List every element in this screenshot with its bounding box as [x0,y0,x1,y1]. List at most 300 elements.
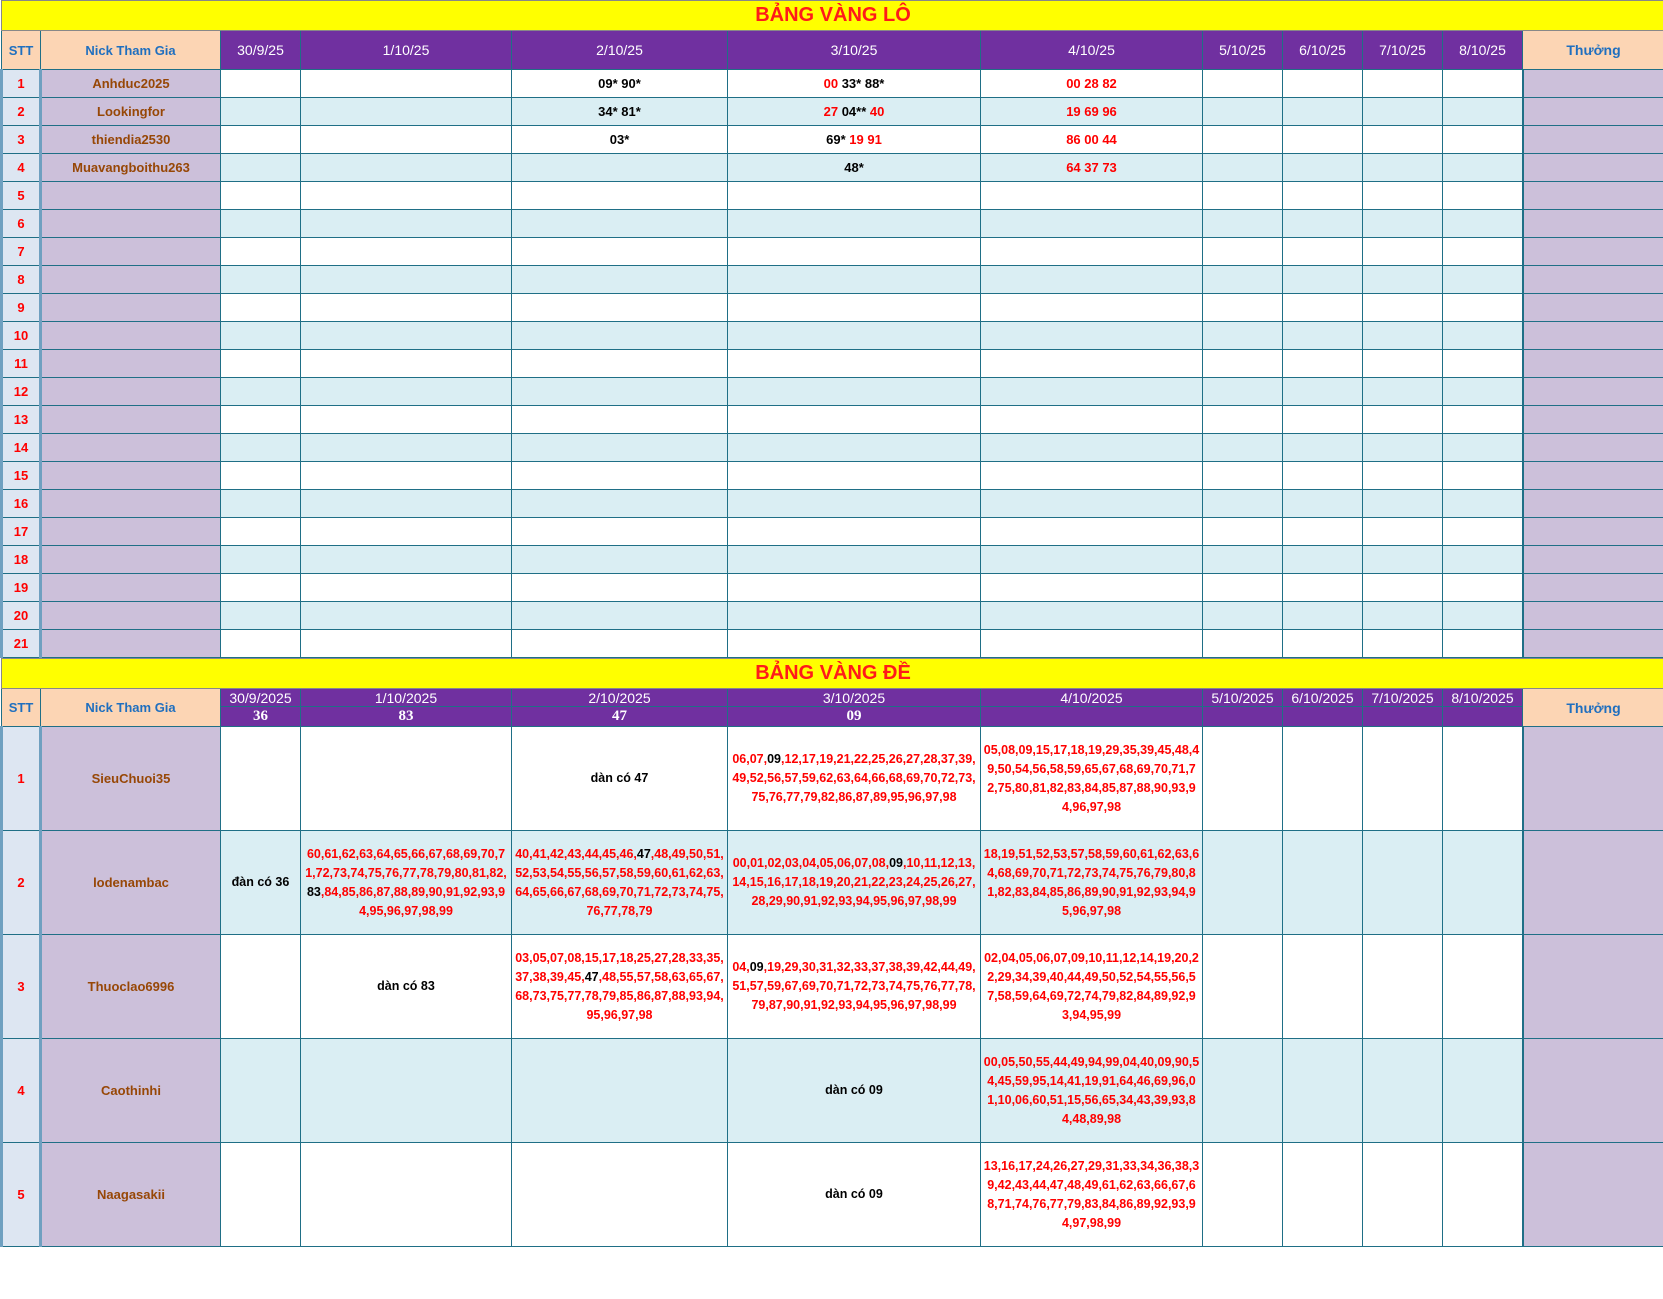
lo-day-cell[interactable] [1283,70,1363,98]
lo-day-cell[interactable] [1443,294,1523,322]
lo-day-cell[interactable] [1363,406,1443,434]
lo-day-cell[interactable] [981,602,1203,630]
de-day-cell[interactable] [1203,831,1283,935]
lo-row-nick[interactable] [41,294,221,322]
lo-row-prize[interactable] [1523,294,1663,322]
de-day-cell[interactable] [301,935,512,1039]
lo-row-stt: 15 [2,462,41,490]
lo-day-cell[interactable] [1203,126,1283,154]
lo-day-cell[interactable] [1203,322,1283,350]
de-day-cell[interactable] [1443,935,1523,1039]
lo-day-cell[interactable] [1443,210,1523,238]
lo-day-cell[interactable] [512,518,728,546]
lo-day-cell[interactable] [221,378,301,406]
lo-row-stt: 1 [2,70,41,98]
lo-row-prize[interactable] [1523,630,1663,658]
de-day-cell[interactable] [1283,727,1363,831]
lo-row-prize[interactable] [1523,378,1663,406]
de-day-cell[interactable] [301,1039,512,1143]
lo-day-cell[interactable] [981,406,1203,434]
de-day-cell[interactable] [1203,1143,1283,1247]
lo-day-cell[interactable] [1363,98,1443,126]
lo-row-prize[interactable] [1523,126,1663,154]
de-day-cell[interactable] [1363,935,1443,1039]
lo-row-prize[interactable] [1523,406,1663,434]
lo-day-cell[interactable] [728,126,981,154]
de-header-prize: Thưởng [1523,689,1663,727]
lo-day-cell[interactable] [981,70,1203,98]
lo-day-cell[interactable] [1283,574,1363,602]
lo-day-cell[interactable] [1283,406,1363,434]
lo-day-cell[interactable] [1203,182,1283,210]
lo-day-cell[interactable] [301,378,512,406]
lo-day-cell[interactable] [301,518,512,546]
lo-row-prize[interactable] [1523,322,1663,350]
lo-day-cell[interactable] [1283,602,1363,630]
lo-row-prize[interactable] [1523,238,1663,266]
de-row-prize[interactable] [1523,1143,1663,1247]
lo-day-cell[interactable] [1363,70,1443,98]
lo-day-cell[interactable] [221,238,301,266]
lo-day-cell[interactable] [1363,434,1443,462]
lo-day-cell[interactable] [301,490,512,518]
lo-day-cell[interactable] [1443,406,1523,434]
number-segment: 18,19,51,52,53,57,58,59,60,61,62,63,64,68,69,70,71,72,73,74,75,76,79,80,81,82,83,84,85,86,89,90,91,92,93,94,95,96,97,98 [983,846,1200,918]
lo-day-cell[interactable] [1203,70,1283,98]
lo-day-cell[interactable] [1203,462,1283,490]
lo-day-cell[interactable] [1283,434,1363,462]
de-day-cell[interactable] [728,1039,981,1143]
lo-row-nick[interactable] [41,378,221,406]
lo-day-cell[interactable] [301,98,512,126]
de-title: BẢNG VÀNG ĐỀ [2,659,1663,689]
lo-day-cell[interactable] [1363,154,1443,182]
lo-day-cell[interactable] [512,98,728,126]
lo-day-cell[interactable] [728,462,981,490]
lo-day-cell[interactable] [981,238,1203,266]
lo-day-cell[interactable] [728,70,981,98]
lo-day-cell[interactable] [981,210,1203,238]
de-day-cell[interactable] [1443,831,1523,935]
lo-day-cell[interactable] [512,154,728,182]
lo-day-cell[interactable] [1443,546,1523,574]
lo-day-cell[interactable] [1283,126,1363,154]
lo-day-cell[interactable] [728,406,981,434]
lo-row-prize[interactable] [1523,546,1663,574]
lo-day-cell[interactable] [981,630,1203,658]
lo-day-cell[interactable] [1203,378,1283,406]
lo-day-cell[interactable] [512,238,728,266]
de-day-cell[interactable] [512,831,728,935]
de-day-cell[interactable] [221,1143,301,1247]
lo-day-cell[interactable] [1363,294,1443,322]
de-row-prize[interactable] [1523,831,1663,935]
lo-day-cell[interactable] [981,462,1203,490]
de-day-cell[interactable] [981,831,1203,935]
lo-day-cell[interactable] [1443,434,1523,462]
lo-day-cell[interactable] [301,546,512,574]
lo-day-cell[interactable] [1363,126,1443,154]
de-row-prize[interactable] [1523,1039,1663,1143]
lo-day-cell[interactable] [512,630,728,658]
lo-day-cell[interactable] [1203,434,1283,462]
de-day-cell[interactable] [1203,935,1283,1039]
lo-row-nick[interactable] [41,434,221,462]
lo-day-cell[interactable] [1363,378,1443,406]
lo-day-cell[interactable] [221,294,301,322]
lo-day-cell[interactable] [728,602,981,630]
lo-day-cell[interactable] [1203,406,1283,434]
lo-day-cell[interactable] [1203,546,1283,574]
lo-day-cell[interactable] [1283,630,1363,658]
lo-day-cell[interactable] [1443,182,1523,210]
lo-day-cell[interactable] [301,630,512,658]
de-day-cell[interactable] [221,831,301,935]
de-cell-text [514,949,725,1025]
lo-row-prize[interactable] [1523,182,1663,210]
de-row-nick[interactable]: lodenambac [41,831,221,935]
lo-row-prize[interactable] [1523,70,1663,98]
lo-day-cell[interactable] [1203,574,1283,602]
lo-day-cell[interactable] [728,98,981,126]
lo-day-cell[interactable] [1363,490,1443,518]
de-day-cell[interactable] [1283,1143,1363,1247]
lo-day-cell[interactable] [981,154,1203,182]
lo-row-nick[interactable]: Anhduc2025 [41,70,221,98]
de-day-cell[interactable] [1283,935,1363,1039]
lo-row-prize[interactable] [1523,462,1663,490]
lo-day-cell[interactable] [1363,518,1443,546]
lo-day-cell[interactable] [1443,322,1523,350]
lo-day-cell[interactable] [1283,490,1363,518]
lo-row-prize[interactable] [1523,518,1663,546]
de-day-cell[interactable] [1283,1039,1363,1143]
de-day-cell[interactable] [981,1039,1203,1143]
de-day-cell[interactable] [1283,831,1363,935]
lo-day-cell[interactable] [221,546,301,574]
lo-day-cell[interactable] [1443,98,1523,126]
lo-day-cell[interactable] [301,238,512,266]
number-segment: đàn có 36 [231,875,290,889]
lo-day-cell[interactable] [1443,574,1523,602]
de-row-nick[interactable]: Naagasakii [41,1143,221,1247]
lo-day-cell[interactable] [221,266,301,294]
lo-day-cell[interactable] [1443,266,1523,294]
lo-row-nick[interactable] [41,406,221,434]
lo-table-row [2,210,1663,238]
lo-day-cell[interactable] [1363,322,1443,350]
lo-day-cell[interactable] [512,294,728,322]
lo-day-cell[interactable] [512,70,728,98]
lo-day-cell[interactable] [1363,182,1443,210]
lo-day-cell[interactable] [512,574,728,602]
lo-day-cell[interactable] [1363,546,1443,574]
lo-day-cell[interactable] [512,266,728,294]
de-header-date: 4/10/2025 [981,689,1203,707]
lo-day-cell[interactable] [512,546,728,574]
lo-day-cell[interactable] [1203,210,1283,238]
lo-day-cell[interactable] [981,518,1203,546]
de-row-prize[interactable] [1523,935,1663,1039]
lo-day-cell[interactable] [512,182,728,210]
lo-row-nick[interactable] [41,238,221,266]
lo-day-cell[interactable] [512,602,728,630]
lo-day-cell[interactable] [1203,518,1283,546]
lo-row-nick[interactable]: thiendia2530 [41,126,221,154]
lo-row-nick[interactable] [41,462,221,490]
lo-day-cell[interactable] [1283,210,1363,238]
lo-row-nick[interactable] [41,182,221,210]
de-day-cell[interactable] [1203,1039,1283,1143]
de-day-cell[interactable] [1363,1143,1443,1247]
lo-day-cell[interactable] [981,434,1203,462]
lo-day-cell[interactable] [301,322,512,350]
de-day-cell[interactable] [1443,727,1523,831]
de-day-cell[interactable] [1363,1039,1443,1143]
lo-day-cell[interactable] [512,378,728,406]
lo-day-cell[interactable] [1443,154,1523,182]
lo-day-cell[interactable] [301,574,512,602]
lo-day-cell[interactable] [981,126,1203,154]
lo-day-cell[interactable] [301,70,512,98]
lo-day-cell[interactable] [1283,98,1363,126]
lo-day-cell[interactable] [1363,210,1443,238]
lo-day-cell[interactable] [512,490,728,518]
lo-day-cell[interactable] [981,266,1203,294]
lo-day-cell[interactable] [728,182,981,210]
lo-day-cell[interactable] [1443,126,1523,154]
lo-day-cell[interactable] [728,154,981,182]
lo-row-prize[interactable] [1523,602,1663,630]
lo-row-nick[interactable] [41,518,221,546]
de-day-cell[interactable] [221,935,301,1039]
lo-day-cell[interactable] [981,182,1203,210]
de-day-cell[interactable] [512,935,728,1039]
lo-day-cell[interactable] [728,518,981,546]
lo-row-nick[interactable] [41,490,221,518]
lo-day-cell[interactable] [221,434,301,462]
lo-day-cell[interactable] [512,434,728,462]
lo-day-cell[interactable] [512,462,728,490]
lo-row-nick[interactable] [41,350,221,378]
lo-day-cell[interactable] [728,350,981,378]
lo-row-nick[interactable] [41,630,221,658]
lo-day-cell[interactable] [1443,238,1523,266]
de-day-cell[interactable] [512,727,728,831]
lo-day-cell[interactable] [1443,350,1523,378]
lo-day-cell[interactable] [1363,602,1443,630]
lo-day-cell[interactable] [1203,630,1283,658]
de-day-cell[interactable] [981,727,1203,831]
lo-day-cell[interactable] [1203,294,1283,322]
de-day-cell[interactable] [728,831,981,935]
lo-day-cell[interactable] [728,434,981,462]
lo-row-stt: 18 [2,546,41,574]
lo-row-nick[interactable] [41,322,221,350]
lo-day-cell[interactable] [1443,602,1523,630]
lo-day-cell[interactable] [1203,350,1283,378]
lo-day-cell[interactable] [1443,70,1523,98]
de-day-cell[interactable] [1203,727,1283,831]
lo-day-cell[interactable] [1203,98,1283,126]
de-day-cell[interactable] [512,1143,728,1247]
lo-day-cell[interactable] [981,322,1203,350]
lo-day-cell[interactable] [301,154,512,182]
de-day-cell[interactable] [1443,1143,1523,1247]
lo-day-cell[interactable] [728,210,981,238]
lo-row-prize[interactable] [1523,98,1663,126]
lo-day-cell[interactable] [728,238,981,266]
lo-day-cell[interactable] [1283,546,1363,574]
lo-day-cell[interactable] [1283,238,1363,266]
lo-day-cell[interactable] [512,406,728,434]
lo-row-nick[interactable] [41,602,221,630]
de-day-cell[interactable] [221,727,301,831]
lo-day-cell[interactable] [512,210,728,238]
lo-day-cell[interactable] [221,630,301,658]
lo-day-cell[interactable] [728,574,981,602]
lo-day-cell[interactable] [1283,518,1363,546]
de-row-nick[interactable]: Caothinhi [41,1039,221,1143]
lo-day-cell[interactable] [1203,238,1283,266]
lo-day-cell[interactable] [221,518,301,546]
de-day-cell[interactable] [728,935,981,1039]
de-day-cell[interactable] [981,1143,1203,1247]
number-segment: 40 [866,104,885,119]
lo-day-cell[interactable] [1363,350,1443,378]
lo-day-cell[interactable] [981,378,1203,406]
lo-day-cell[interactable] [301,350,512,378]
lo-day-cell[interactable] [1283,154,1363,182]
lo-day-cell[interactable] [221,406,301,434]
lo-day-cell[interactable] [221,574,301,602]
lo-day-cell[interactable] [1283,350,1363,378]
lo-day-cell[interactable] [1283,182,1363,210]
de-day-cell[interactable] [1443,1039,1523,1143]
lo-day-cell[interactable] [1363,266,1443,294]
lo-day-cell[interactable] [221,602,301,630]
lo-day-cell[interactable] [1443,462,1523,490]
lo-row-nick[interactable] [41,266,221,294]
lo-day-cell[interactable] [301,602,512,630]
lo-day-cell[interactable] [221,490,301,518]
lo-day-cell[interactable] [1203,490,1283,518]
de-day-cell[interactable] [301,1143,512,1247]
lo-row-prize[interactable] [1523,574,1663,602]
lo-day-cell[interactable] [221,70,301,98]
lo-day-cell[interactable] [301,294,512,322]
lo-day-cell[interactable] [221,182,301,210]
lo-day-cell[interactable] [1443,630,1523,658]
lo-row-nick[interactable] [41,210,221,238]
lo-table-row [2,574,1663,602]
lo-day-cell[interactable] [301,434,512,462]
lo-day-cell[interactable] [1443,518,1523,546]
lo-row-prize[interactable] [1523,350,1663,378]
lo-day-cell[interactable] [1283,378,1363,406]
lo-day-cell[interactable] [1283,294,1363,322]
de-day-cell[interactable] [981,935,1203,1039]
lo-row-nick[interactable] [41,546,221,574]
lo-day-cell[interactable] [1443,378,1523,406]
de-day-cell[interactable] [728,1143,981,1247]
de-day-cell[interactable] [512,1039,728,1143]
lo-day-cell[interactable] [221,350,301,378]
lo-row-prize[interactable] [1523,490,1663,518]
lo-day-cell[interactable] [221,126,301,154]
de-day-cell[interactable] [728,727,981,831]
number-segment: 47 [636,846,651,861]
lo-day-cell[interactable] [981,574,1203,602]
lo-day-cell[interactable] [728,630,981,658]
de-row-nick[interactable]: Thuoclao6996 [41,935,221,1039]
de-day-cell[interactable] [301,831,512,935]
lo-day-cell[interactable] [301,182,512,210]
lo-day-cell[interactable] [1363,462,1443,490]
lo-day-cell[interactable] [728,294,981,322]
lo-day-cell[interactable] [1283,462,1363,490]
lo-day-cell[interactable] [1363,630,1443,658]
lo-day-cell[interactable] [1203,154,1283,182]
de-day-cell[interactable] [1363,727,1443,831]
lo-day-cell[interactable] [1443,490,1523,518]
lo-day-cell[interactable] [512,126,728,154]
lo-day-cell[interactable] [221,322,301,350]
de-day-cell[interactable] [301,727,512,831]
de-row-prize[interactable] [1523,727,1663,831]
de-day-cell[interactable] [1363,831,1443,935]
de-row-nick[interactable]: SieuChuoi35 [41,727,221,831]
lo-day-cell[interactable] [981,350,1203,378]
lo-day-cell[interactable] [221,98,301,126]
lo-day-cell[interactable] [221,154,301,182]
lo-day-cell[interactable] [221,210,301,238]
lo-row-prize[interactable] [1523,266,1663,294]
lo-row-prize[interactable] [1523,434,1663,462]
lo-day-cell[interactable] [301,462,512,490]
lo-row-nick[interactable]: Muavangboithu263 [41,154,221,182]
lo-day-cell[interactable] [981,490,1203,518]
lo-day-cell[interactable] [221,462,301,490]
lo-day-cell[interactable] [1283,322,1363,350]
lo-day-cell[interactable] [301,210,512,238]
de-header-date: 3/10/2025 [728,689,981,707]
lo-day-cell[interactable] [728,378,981,406]
lo-row-prize[interactable] [1523,210,1663,238]
lo-day-cell[interactable] [1203,266,1283,294]
lo-row-nick[interactable]: Lookingfor [41,98,221,126]
lo-day-cell[interactable] [728,546,981,574]
lo-day-cell[interactable] [981,546,1203,574]
lo-day-cell[interactable] [301,406,512,434]
lo-day-cell[interactable] [981,294,1203,322]
lo-day-cell[interactable] [301,126,512,154]
lo-day-cell[interactable] [1203,602,1283,630]
lo-row-prize[interactable] [1523,154,1663,182]
lo-day-cell[interactable] [512,322,728,350]
lo-day-cell[interactable] [1363,238,1443,266]
lo-day-cell[interactable] [981,98,1203,126]
lo-day-cell[interactable] [512,350,728,378]
de-day-cell[interactable] [221,1039,301,1143]
lo-day-cell[interactable] [728,322,981,350]
lo-day-cell[interactable] [728,490,981,518]
lo-day-cell[interactable] [728,266,981,294]
lo-day-cell[interactable] [1363,574,1443,602]
lo-day-cell[interactable] [1283,266,1363,294]
lo-day-cell[interactable] [301,266,512,294]
lo-row-nick[interactable] [41,574,221,602]
